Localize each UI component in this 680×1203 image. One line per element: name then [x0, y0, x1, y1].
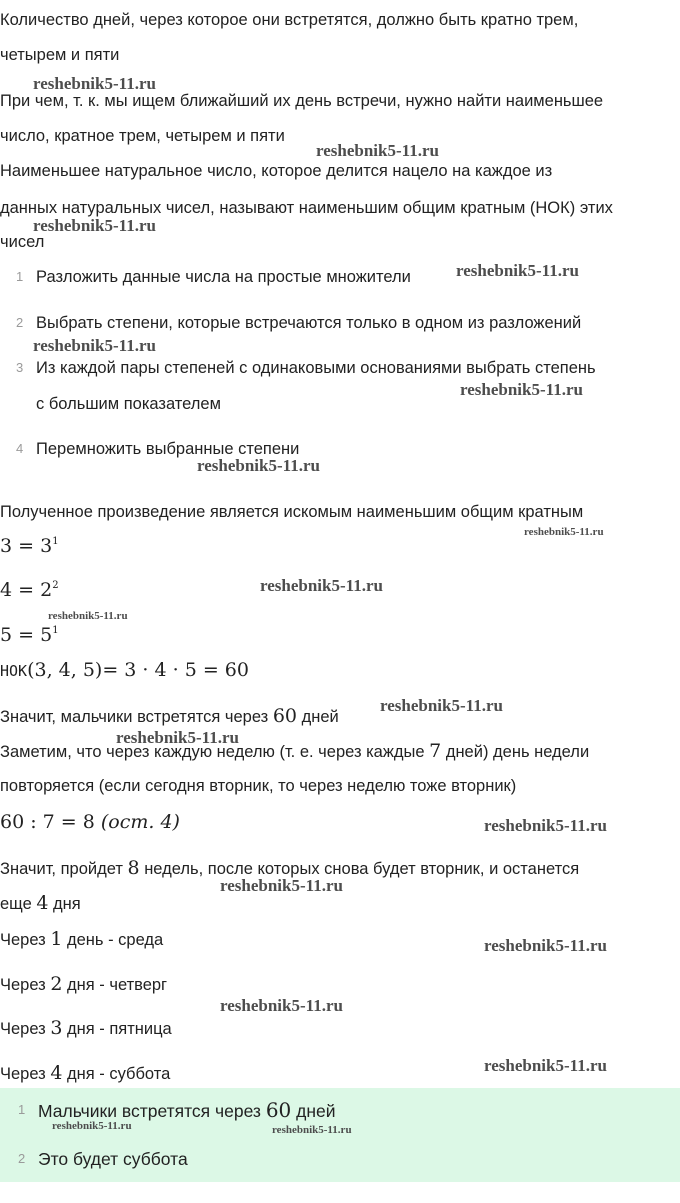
division-equation: [0, 812, 180, 832]
text: дня: [48, 895, 81, 913]
step-number: 2: [16, 315, 24, 330]
equation-expression: 4 = 2: [0, 579, 53, 601]
watermark: reshebnik5-11.ru: [220, 876, 343, 895]
math-number: 60: [265, 1098, 292, 1122]
watermark: reshebnik5-11.ru: [52, 1120, 132, 1132]
text: Мальчики встретятся через: [38, 1101, 266, 1121]
step-number: 4: [16, 441, 24, 456]
step-text: Выбрать степени, которые встречаются только в одном из разложений: [36, 314, 582, 332]
equation-expression: 5 = 5: [0, 624, 53, 646]
paragraph-6-line-2: повторяется (если сегодня вторник, то через неделю тоже вторник): [0, 777, 517, 795]
text: день - среда: [62, 931, 164, 949]
paragraph-1-line-1: Количество дней, через которое они встретятся, должно быть кратно трем,: [0, 11, 579, 29]
nok-prefix: НОК: [0, 662, 28, 680]
answer-number: 2: [18, 1151, 26, 1166]
text: дней) день недели: [441, 743, 590, 761]
math-number: 4: [50, 1062, 63, 1084]
nok-expression: (3, 4, 5)= 3 · 4 · 5 = 60: [27, 659, 249, 681]
text: недель, после которых снова будет вторник, и останется: [139, 860, 580, 878]
watermark: reshebnik5-11.ru: [220, 996, 343, 1015]
paragraph-4: Полученное произведение является искомым наименьшим общим кратным: [0, 503, 584, 521]
math-number: 3: [50, 1017, 63, 1039]
watermark: reshebnik5-11.ru: [456, 261, 579, 280]
watermark: reshebnik5-11.ru: [484, 936, 607, 955]
text: дней: [297, 708, 339, 726]
watermark: reshebnik5-11.ru: [33, 74, 156, 93]
step-text: с большим показателем: [36, 395, 221, 413]
day-line-3: [0, 1018, 172, 1039]
text: дня - четверг: [62, 976, 168, 994]
watermark: reshebnik5-11.ru: [272, 1124, 352, 1136]
text: Через: [0, 931, 51, 949]
watermark: reshebnik5-11.ru: [116, 728, 239, 747]
text: дня - суббота: [62, 1065, 171, 1083]
day-line-2: [0, 974, 167, 995]
math-number: 7: [429, 740, 442, 762]
watermark: reshebnik5-11.ru: [33, 216, 156, 235]
watermark: reshebnik5-11.ru: [460, 380, 583, 399]
watermark: reshebnik5-11.ru: [316, 141, 439, 160]
equation-5: [0, 625, 59, 645]
watermark: reshebnik5-11.ru: [48, 610, 128, 622]
text: дня - пятница: [62, 1020, 172, 1038]
division-expression: 60 : 7 = 8: [0, 811, 101, 833]
math-number: 8: [127, 857, 140, 879]
equation-exponent: 2: [52, 580, 59, 591]
watermark: reshebnik5-11.ru: [524, 526, 604, 538]
text: Через: [0, 976, 51, 994]
day-line-4: [0, 1063, 170, 1084]
step-text: Из каждой пары степеней с одинаковыми основаниями выбрать степень: [36, 359, 596, 377]
watermark: reshebnik5-11.ru: [197, 456, 320, 475]
equation-3: [0, 536, 59, 556]
division-remainder: (ост. 4): [100, 811, 180, 833]
text: Значит, мальчики встретятся через: [0, 708, 273, 726]
answer-number: 1: [18, 1102, 26, 1117]
equation-4: [0, 580, 59, 600]
step-number: 3: [16, 360, 24, 375]
paragraph-5: [0, 706, 339, 727]
math-number: 2: [50, 973, 63, 995]
paragraph-3-line-1: Наименьшее натуральное число, которое делится нацело на каждое из: [0, 162, 553, 180]
text: Через: [0, 1065, 51, 1083]
step-text: Разложить данные числа на простые множители: [36, 268, 411, 286]
text: еще: [0, 895, 37, 913]
math-number: 1: [50, 928, 63, 950]
watermark: reshebnik5-11.ru: [484, 816, 607, 835]
paragraph-3-line-3: чисел: [0, 233, 45, 251]
equation-exponent: 1: [52, 625, 59, 636]
step-number: 1: [16, 269, 24, 284]
equation-expression: 3 = 3: [0, 535, 53, 557]
watermark: reshebnik5-11.ru: [260, 576, 383, 595]
answer-text: Это будет суббота: [38, 1149, 188, 1169]
paragraph-6-line-1: [0, 741, 589, 762]
text: Заметим, что через каждую неделю (т. е. через каждые: [0, 743, 430, 761]
paragraph-2-line-1: При чем, т. к. мы ищем ближайший их день встречи, нужно найти наименьшее: [0, 92, 604, 110]
text: дней: [291, 1101, 336, 1121]
paragraph-7-line-2: [0, 893, 81, 914]
math-number: 4: [36, 892, 49, 914]
step-text: Перемножить выбранные степени: [36, 440, 300, 458]
paragraph-2-line-2: число, кратное трем, четырем и пяти: [0, 127, 285, 145]
nok-equation: [0, 660, 249, 681]
math-number: 60: [272, 705, 298, 727]
watermark: reshebnik5-11.ru: [484, 1056, 607, 1075]
equation-exponent: 1: [52, 536, 59, 547]
watermark: reshebnik5-11.ru: [33, 336, 156, 355]
text: Через: [0, 1020, 51, 1038]
watermark: reshebnik5-11.ru: [380, 696, 503, 715]
day-line-1: [0, 929, 163, 950]
text: Значит, пройдет: [0, 860, 128, 878]
paragraph-3-line-2: данных натуральных чисел, называют наименьшим общим кратным (НОК) этих: [0, 199, 613, 217]
paragraph-1-line-2: четырем и пяти: [0, 46, 120, 64]
